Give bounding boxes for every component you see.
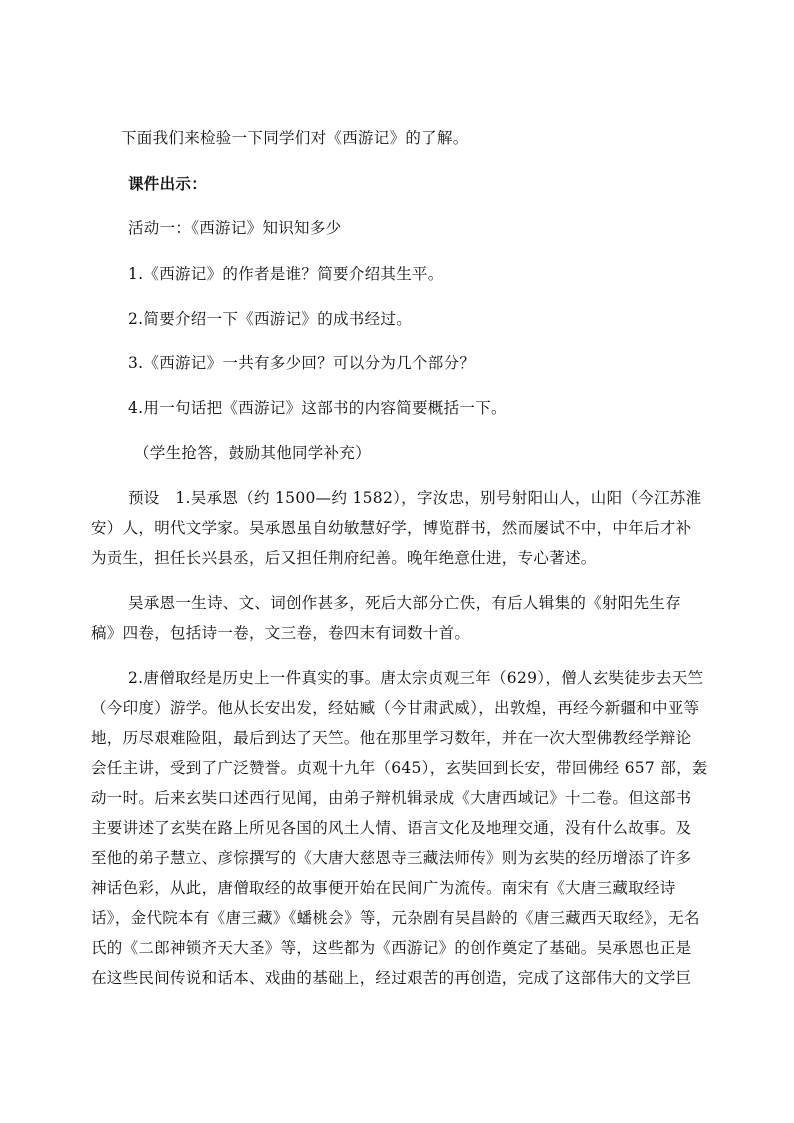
- intro-sentence: 下面我们来检验一下同学们对《西游记》的了解。: [121, 129, 469, 147]
- student-note: （学生抢答，鼓励其他同学补充）: [134, 444, 372, 462]
- answer-2-line-1: 2.唐僧取经是历史上一件真实的事。唐太宗贞观三年（629），僧人玄奘徒步去天竺: [128, 669, 704, 687]
- answer-2-line-4: 会任主讲，受到了广泛赞誉。贞观十九年（645），玄奘回到长安，带回佛经 657 部，轰: [91, 759, 708, 777]
- answer-2-line-6: 主要讲述了玄奘在路上所见各国的风土人情、语言文化及地理交通，没有什么故事。及: [91, 819, 692, 837]
- answer-2-line-5: 动一时。后来玄奘口述西行见闻，由弟子辩机辑录成《大唐西域记》十二卷。但这部书: [91, 789, 692, 807]
- answer-1-line-1: 预设 1.吴承恩（约 1500—约 1582），字汝忠，别号射阳山人，山阳（今江苏淮: [128, 489, 702, 507]
- question-4: 4.用一句话把《西游记》这部书的内容简要概括一下。: [128, 399, 507, 417]
- answer-1b-line-2: 稿》四卷，包括诗一卷，文三卷，卷四末有词数十首。: [91, 624, 471, 642]
- activity-title: 活动一：《西游记》知识知多少: [128, 219, 342, 237]
- question-3: 3.《西游记》一共有多少回？可以分为几个部分？: [128, 354, 476, 372]
- question-1: 1.《西游记》的作者是谁？简要介绍其生平。: [128, 265, 444, 283]
- answer-2-line-3: 地，历尽艰难险阻，最后到达了天竺。他在那里学习数年，并在一次大型佛教经学辩论: [91, 729, 692, 747]
- answer-1-line-2: 安）人，明代文学家。吴承恩虽自幼敏慧好学，博览群书，然而屡试不中，中年后才补: [91, 519, 692, 537]
- answer-2-line-9: 话》，金代院本有《唐三藏》《蟠桃会》等，元杂剧有吴昌龄的《唐三藏西天取经》，无名: [91, 909, 700, 927]
- answer-2-line-7: 至他的弟子慧立、彦悰撰写的《大唐大慈恩寺三藏法师传》则为玄奘的经历增添了许多: [91, 849, 692, 867]
- answer-2-line-8: 神话色彩，从此，唐僧取经的故事便开始在民间广为流传。南宋有《大唐三藏取经诗: [91, 879, 676, 897]
- answer-1-line-3: 为贡生，担任长兴县丞，后又担任荆府纪善。晚年绝意仕进，专心著述。: [91, 549, 597, 567]
- answer-2-line-2: （今印度）游学。他从长安出发，经姑臧（今甘肃武威），出敦煌，再经今新疆和中亚等: [91, 699, 700, 717]
- courseware-heading: 课件出示：: [128, 174, 208, 193]
- answer-2-line-10: 氏的《二郎神锁齐天大圣》等，这些都为《西游记》的创作奠定了基础。吴承恩也正是: [91, 939, 692, 957]
- question-2: 2.简要介绍一下《西游记》的成书经过。: [128, 310, 412, 328]
- answer-2-line-11: 在这些民间传说和话本、戏曲的基础上，经过艰苦的再创造，完成了这部伟大的文学巨: [91, 969, 692, 987]
- answer-1b-line-1: 吴承恩一生诗、文、词创作甚多，死后大部分亡佚，有后人辑集的《射阳先生存: [128, 594, 682, 612]
